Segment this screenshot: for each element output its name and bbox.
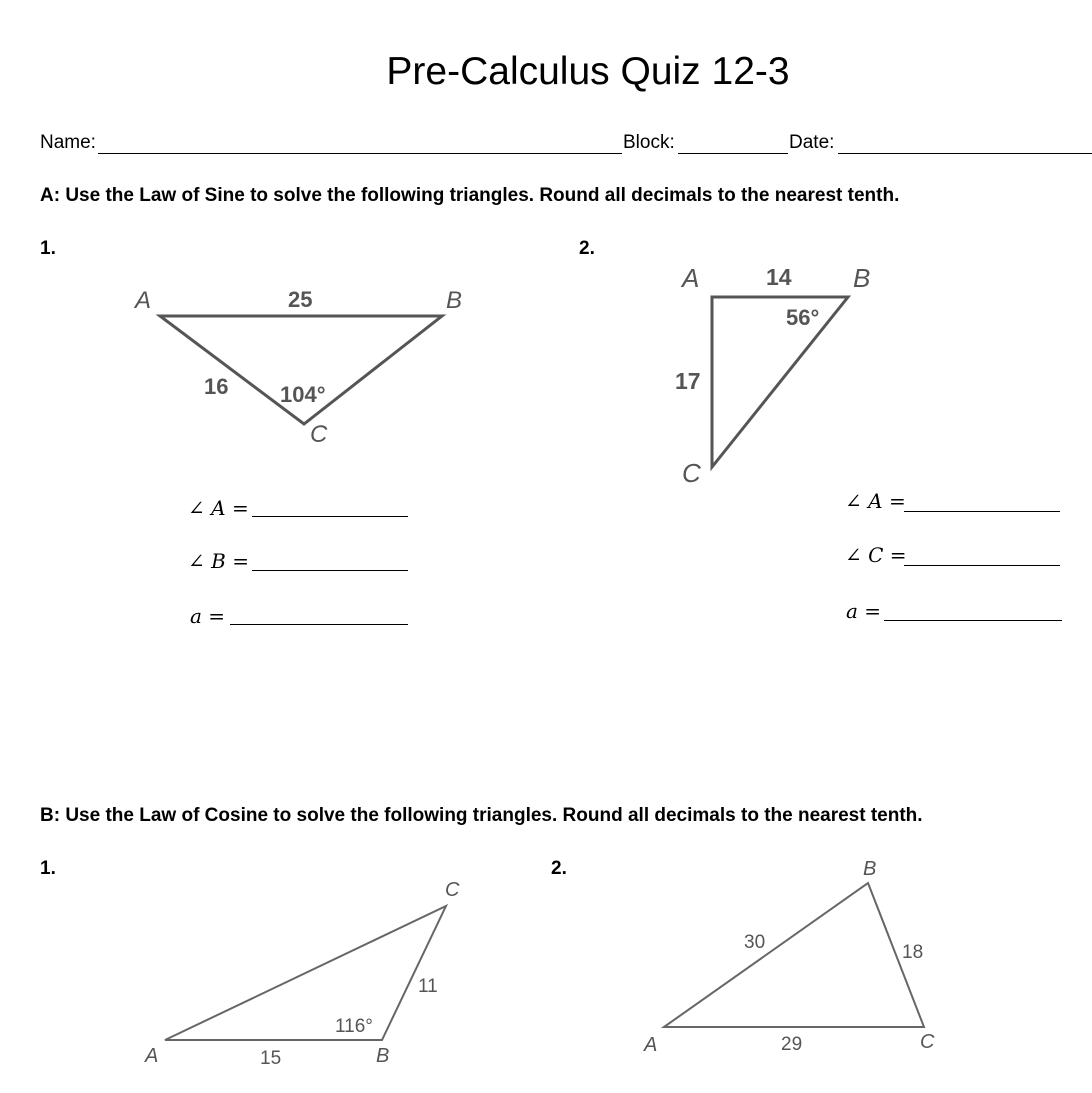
answer-variable: a [846, 599, 858, 623]
triangle-b2-vertex-a: A [644, 1034, 658, 1056]
problem-b2-number: 2. [551, 858, 567, 879]
problem-a1-number: 1. [40, 238, 56, 259]
triangle-a1-shape [160, 316, 442, 424]
triangle-a1-angle-c: 104° [280, 382, 326, 407]
equals-sign: = [231, 496, 249, 520]
block-label: Block: [623, 132, 675, 153]
triangle-b2-vertex-b: B [863, 858, 877, 880]
answer-a1-angle-b-blank[interactable] [252, 570, 408, 571]
triangle-b1-vertex-b: B [376, 1045, 390, 1067]
answer-a1-angle-a [188, 496, 249, 520]
block-field[interactable] [678, 153, 788, 154]
triangle-b2-side-ac: 29 [781, 1034, 803, 1055]
answer-variable: a [190, 604, 202, 628]
triangle-b2-vertex-c: C [920, 1031, 935, 1053]
triangle-a1-figure [130, 280, 470, 450]
problem-b1-number: 1. [40, 858, 56, 879]
triangle-a1-side-ab: 25 [288, 287, 313, 312]
answer-a2-angle-a [845, 489, 906, 513]
equals-sign: = [889, 543, 907, 567]
answer-a2-side-a-blank[interactable] [884, 620, 1062, 621]
date-field[interactable] [838, 153, 1092, 154]
triangle-b1-side-bc: 11 [418, 976, 438, 997]
angle-symbol: ∠ [845, 489, 862, 513]
triangle-a2-figure [670, 255, 900, 495]
section-a-instructions: A: Use the Law of Sine to solve the following triangles. Round all decimals to the nearest tenth. [40, 185, 900, 206]
triangle-b1-vertex-a: A [145, 1045, 159, 1067]
answer-a2-angle-c [845, 543, 907, 567]
triangle-b1-figure [140, 870, 480, 1080]
triangle-a2-side-ab: 14 [766, 264, 792, 290]
triangle-a1-side-ac: 16 [204, 374, 229, 399]
triangle-a2-vertex-c: C [682, 458, 701, 488]
triangle-b2-side-bc: 18 [902, 942, 924, 963]
triangle-b2-shape [664, 883, 924, 1027]
answer-variable: C [868, 543, 884, 567]
angle-symbol: ∠ [188, 496, 205, 520]
triangle-b1-side-ab: 15 [260, 1048, 282, 1069]
triangle-a1-vertex-b: B [446, 287, 463, 314]
equals-sign: = [888, 489, 906, 513]
triangle-b2-figure [640, 850, 960, 1070]
triangle-b1-angle-b: 116° [335, 1016, 373, 1037]
angle-symbol: ∠ [188, 549, 205, 573]
triangle-a2-shape [712, 297, 848, 467]
triangle-b1-shape [165, 906, 446, 1040]
page-title: Pre-Calculus Quiz 12-3 [386, 50, 790, 93]
triangle-a2-vertex-b: B [853, 263, 871, 293]
triangle-b1-vertex-c: C [445, 879, 460, 901]
name-field[interactable] [98, 153, 622, 154]
date-label: Date: [789, 132, 835, 153]
triangle-a2-side-ac: 17 [675, 368, 701, 394]
answer-variable: A [211, 496, 226, 520]
answer-a2-side-a [846, 599, 881, 623]
answer-a2-angle-a-blank[interactable] [904, 511, 1060, 512]
answer-a2-angle-c-blank[interactable] [904, 565, 1060, 566]
triangle-a2-vertex-a: A [682, 263, 700, 293]
angle-symbol: ∠ [845, 543, 862, 567]
answer-a1-angle-b [188, 549, 249, 573]
problem-a2-number: 2. [579, 238, 595, 259]
triangle-a1-vertex-c: C [310, 421, 328, 448]
answer-a1-angle-a-blank[interactable] [252, 516, 408, 517]
equals-sign: = [208, 604, 226, 628]
answer-variable: A [868, 489, 883, 513]
triangle-a2-angle-b: 56° [786, 305, 820, 330]
triangle-b2-side-ab: 30 [744, 932, 766, 953]
name-label: Name: [40, 132, 96, 153]
answer-a1-side-a [190, 604, 225, 628]
answer-a1-side-a-blank[interactable] [230, 624, 408, 625]
answer-variable: B [211, 549, 226, 573]
section-b-instructions: B: Use the Law of Cosine to solve the following triangles. Round all decimals to the nearest tenth. [40, 805, 923, 826]
equals-sign: = [864, 599, 882, 623]
triangle-a1-vertex-a: A [135, 287, 152, 314]
equals-sign: = [232, 549, 249, 573]
